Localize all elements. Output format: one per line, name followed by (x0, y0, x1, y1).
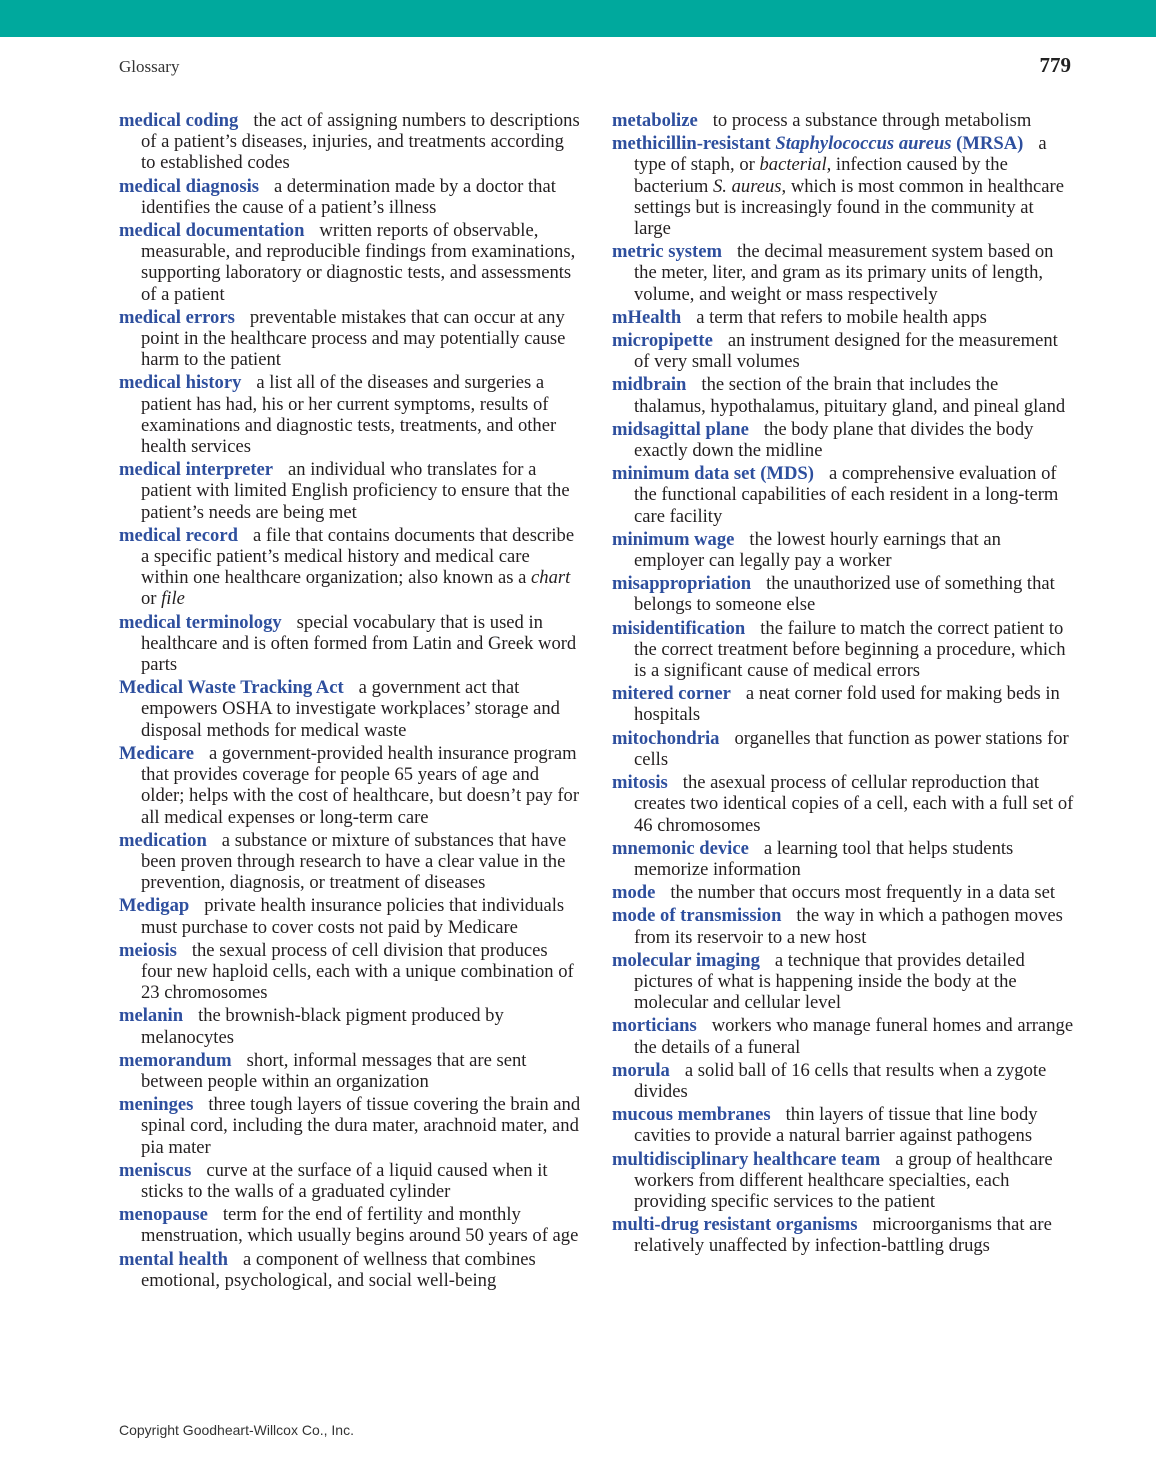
glossary-definition: a government act that empowers OSHA to investigate workplaces’ storage and disposal methods for medical waste (141, 677, 560, 741)
glossary-definition: thin layers of tissue that line body cavities to provide a natural barrier against pathogens (634, 1104, 1038, 1147)
glossary-entry (612, 307, 1074, 328)
glossary-entry (119, 1204, 581, 1246)
glossary-term: mucous membranes (612, 1104, 771, 1126)
glossary-definition: the lowest hourly earnings that an employer can legally pay a worker (634, 528, 1001, 572)
glossary-definition: organelles that function as power stations for cells (634, 727, 1069, 770)
glossary-term: medical history (119, 372, 242, 394)
glossary-definition: a comprehensive evaluation of the functional capabilities of each resident in a long-term care facility (634, 463, 1059, 527)
glossary-entry (119, 895, 581, 937)
glossary-entry (612, 573, 1074, 615)
glossary-entry (612, 1214, 1074, 1256)
glossary-definition: a technique that provides detailed pictures of what is happening inside the body at the molecular and cellular level (634, 949, 1025, 1014)
glossary-column-left (119, 110, 581, 1293)
glossary-entry (612, 529, 1074, 571)
glossary-definition: the sexual process of cell division that produces four new haploid cells, each with a unique combination of 23 chromosomes (141, 939, 574, 1004)
glossary-entry (119, 307, 581, 371)
glossary-term: melanin (119, 1005, 184, 1027)
glossary-term: micropipette (612, 330, 713, 352)
glossary-definition: term for the end of fertility and monthly menstruation, which usually begins around 50 years of age (141, 1204, 579, 1247)
glossary-entry (612, 330, 1074, 372)
glossary-entry (119, 940, 581, 1004)
glossary-definition: the failure to match the correct patient to the correct treatment before beginning a procedure, which is a significant cause of medical errors (634, 617, 1066, 682)
glossary-entry (612, 772, 1074, 836)
glossary-entry (612, 728, 1074, 770)
glossary-definition: curve at the surface of a liquid caused when it sticks to the walls of a graduated cylinder (141, 1159, 548, 1202)
glossary-definition: a file that contains documents that describe a specific patient’s medical history and medical care within one healthcare organization; also known as a chart or file (141, 524, 575, 610)
copyright-footer: Copyright Goodheart-Willcox Co., Inc. (119, 1422, 354, 1438)
glossary-entry (119, 1050, 581, 1092)
glossary-entry (119, 220, 581, 305)
glossary-definition: three tough layers of tissue covering the brain and spinal cord, including the dura mater, arachnoid mater, and pia mater (141, 1094, 581, 1158)
glossary-term: Medigap (119, 895, 190, 917)
glossary-entry (119, 372, 581, 457)
glossary-entry (612, 1060, 1074, 1102)
glossary-definition: written reports of observable, measurable, and reproducible findings from examinations, supporting laboratory or diagnostic tests, and assessments of a patient (141, 220, 576, 305)
glossary-term: metric system (612, 241, 722, 263)
glossary-definition: a government-provided health insurance program that provides coverage for people 65 years of age and older; helps with the cost of healthcare, but doesn’t pay for all medical expenses or long-term care (141, 742, 580, 828)
glossary-term: medical documentation (119, 220, 305, 242)
glossary-term: meninges (119, 1094, 194, 1116)
glossary-term: meiosis (119, 939, 177, 961)
glossary-definition: the body plane that divides the body exactly down the midline (634, 418, 1034, 462)
glossary-entry (119, 743, 581, 828)
glossary-term: misappropriation (612, 573, 752, 595)
glossary-entry (612, 463, 1074, 527)
glossary-entry (119, 830, 581, 894)
glossary-term: multi-drug resistant organisms (612, 1214, 858, 1236)
glossary-term: medical errors (119, 306, 235, 328)
glossary-term: medical coding (119, 110, 239, 131)
glossary-entry (119, 612, 581, 676)
glossary-term: midsagittal plane (612, 418, 749, 440)
glossary-entry (612, 110, 1074, 131)
section-title: Glossary (119, 57, 180, 76)
glossary-entry (119, 459, 581, 523)
glossary-definition: a group of healthcare workers from different healthcare specialties, each providing specific services to the patient (634, 1148, 1053, 1212)
glossary-column-right (612, 110, 1074, 1259)
glossary-entry (119, 1160, 581, 1202)
glossary-entry (612, 1149, 1074, 1213)
glossary-definition: short, informal messages that are sent between people within an organization (141, 1049, 527, 1092)
glossary-definition: a list all of the diseases and surgeries a patient has had, his or her current symptoms, results of examinations and diagnostic tests, treatments, and other health services (141, 372, 557, 458)
glossary-definition: a solid ball of 16 cells that results when a zygote divides (634, 1059, 1047, 1102)
glossary-term: misidentification (612, 617, 746, 639)
glossary-definition: microorganisms that are relatively unaffected by infection-battling drugs (634, 1214, 1052, 1257)
glossary-term: Medical Waste Tracking Act (119, 677, 344, 699)
glossary-entry (612, 882, 1074, 903)
glossary-definition: the decimal measurement system based on the meter, liter, and gram as its primary units of length, volume, and weight or mass respectively (634, 241, 1054, 305)
glossary-entry (119, 1249, 581, 1291)
glossary-term: mitosis (612, 772, 668, 794)
glossary-definition: the act of assigning numbers to descriptions of a patient’s diseases, injuries, and treatments according to established codes (141, 110, 580, 174)
glossary-definition: a learning tool that helps students memorize information (634, 837, 1014, 880)
glossary-entry (612, 133, 1074, 239)
glossary-definition: a determination made by a doctor that identifies the cause of a patient’s illness (141, 175, 556, 218)
glossary-entry (612, 905, 1074, 947)
glossary-definition: the section of the brain that includes the thalamus, hypothalamus, pituitary gland, and pineal gland (634, 374, 1066, 417)
glossary-entry (612, 683, 1074, 725)
glossary-term: minimum wage (612, 528, 735, 550)
glossary-term: metabolize (612, 110, 698, 131)
glossary-term: mnemonic device (612, 837, 749, 859)
glossary-term: medical record (119, 524, 238, 546)
glossary-definition: the unauthorized use of something that belongs to someone else (634, 573, 1055, 616)
glossary-term: medical diagnosis (119, 175, 259, 197)
glossary-term: multidisciplinary healthcare team (612, 1148, 881, 1170)
glossary-term: medical terminology (119, 611, 282, 633)
glossary-term: Medicare (119, 742, 195, 764)
glossary-term: medication (119, 829, 207, 851)
glossary-term: medical interpreter (119, 459, 274, 481)
glossary-definition: special vocabulary that is used in healthcare and is often formed from Latin and Greek word parts (141, 611, 577, 676)
header-accent-bar (0, 0, 1156, 37)
page-number: 779 (1039, 53, 1071, 77)
glossary-term: mode (612, 882, 656, 904)
glossary-definition: an individual who translates for a patient with limited English proficiency to ensure that the patient’s needs are being met (141, 459, 570, 523)
glossary-entry (119, 677, 581, 741)
glossary-term: morticians (612, 1015, 697, 1037)
glossary-term: menopause (119, 1204, 208, 1226)
glossary-definition: workers who manage funeral homes and arrange the details of a funeral (634, 1015, 1074, 1058)
glossary-term: mode of transmission (612, 905, 782, 927)
glossary-entry (119, 176, 581, 218)
glossary-entry (612, 241, 1074, 305)
glossary-definition: the way in which a pathogen moves from its reservoir to a new host (634, 905, 1063, 948)
glossary-term: mHealth (612, 306, 682, 328)
glossary-term: midbrain (612, 374, 687, 396)
glossary-entry (119, 110, 581, 174)
glossary-definition: a neat corner fold used for making beds in hospitals (634, 683, 1060, 726)
glossary-definition: preventable mistakes that can occur at any point in the healthcare process and may potentially cause harm to the patient (141, 306, 566, 371)
glossary-entry (612, 838, 1074, 880)
glossary-term: memorandum (119, 1049, 232, 1071)
glossary-term: morula (612, 1059, 670, 1081)
glossary-entry (612, 1015, 1074, 1057)
glossary-definition: a term that refers to mobile health apps (696, 306, 987, 328)
glossary-definition: the number that occurs most frequently in a data set (670, 882, 1056, 904)
glossary-definition: the brownish-black pigment produced by melanocytes (141, 1005, 504, 1048)
glossary-definition: to process a substance through metabolism (712, 110, 1032, 131)
glossary-entry (119, 1005, 581, 1047)
glossary-definition: a type of staph, or bacterial, infection caused by the bacterium S. aureus, which is most common in healthcare settings but is increasingly found in the community at large (634, 133, 1064, 240)
glossary-term: mitered corner (612, 683, 731, 705)
glossary-entry (612, 419, 1074, 461)
glossary-entry (612, 950, 1074, 1014)
glossary-term: meniscus (119, 1159, 192, 1181)
glossary-term: mental health (119, 1248, 228, 1270)
glossary-definition: private health insurance policies that individuals must purchase to cover costs not paid by Medicare (141, 895, 565, 938)
glossary-entry (612, 1104, 1074, 1146)
glossary-definition: a component of wellness that combines emotional, psychological, and social well-being (141, 1248, 536, 1291)
glossary-entry (119, 525, 581, 610)
glossary-entry (119, 1094, 581, 1158)
glossary-definition: a substance or mixture of substances that have been proven through research to have a clear value in the prevention, diagnosis, or treatment of diseases (141, 829, 567, 894)
glossary-term: minimum data set (MDS) (612, 463, 814, 485)
glossary-term: molecular imaging (612, 949, 760, 971)
glossary-definition: the asexual process of cellular reproduction that creates two identical copies of a cell, each with a full set of 46 chromosomes (634, 772, 1074, 836)
glossary-definition: an instrument designed for the measurement of very small volumes (634, 330, 1058, 373)
glossary-term: methicillin-resistant Staphylococcus aureus (MRSA) (612, 133, 1024, 155)
glossary-entry (612, 618, 1074, 682)
glossary-entry (612, 374, 1074, 416)
glossary-term: mitochondria (612, 727, 720, 749)
